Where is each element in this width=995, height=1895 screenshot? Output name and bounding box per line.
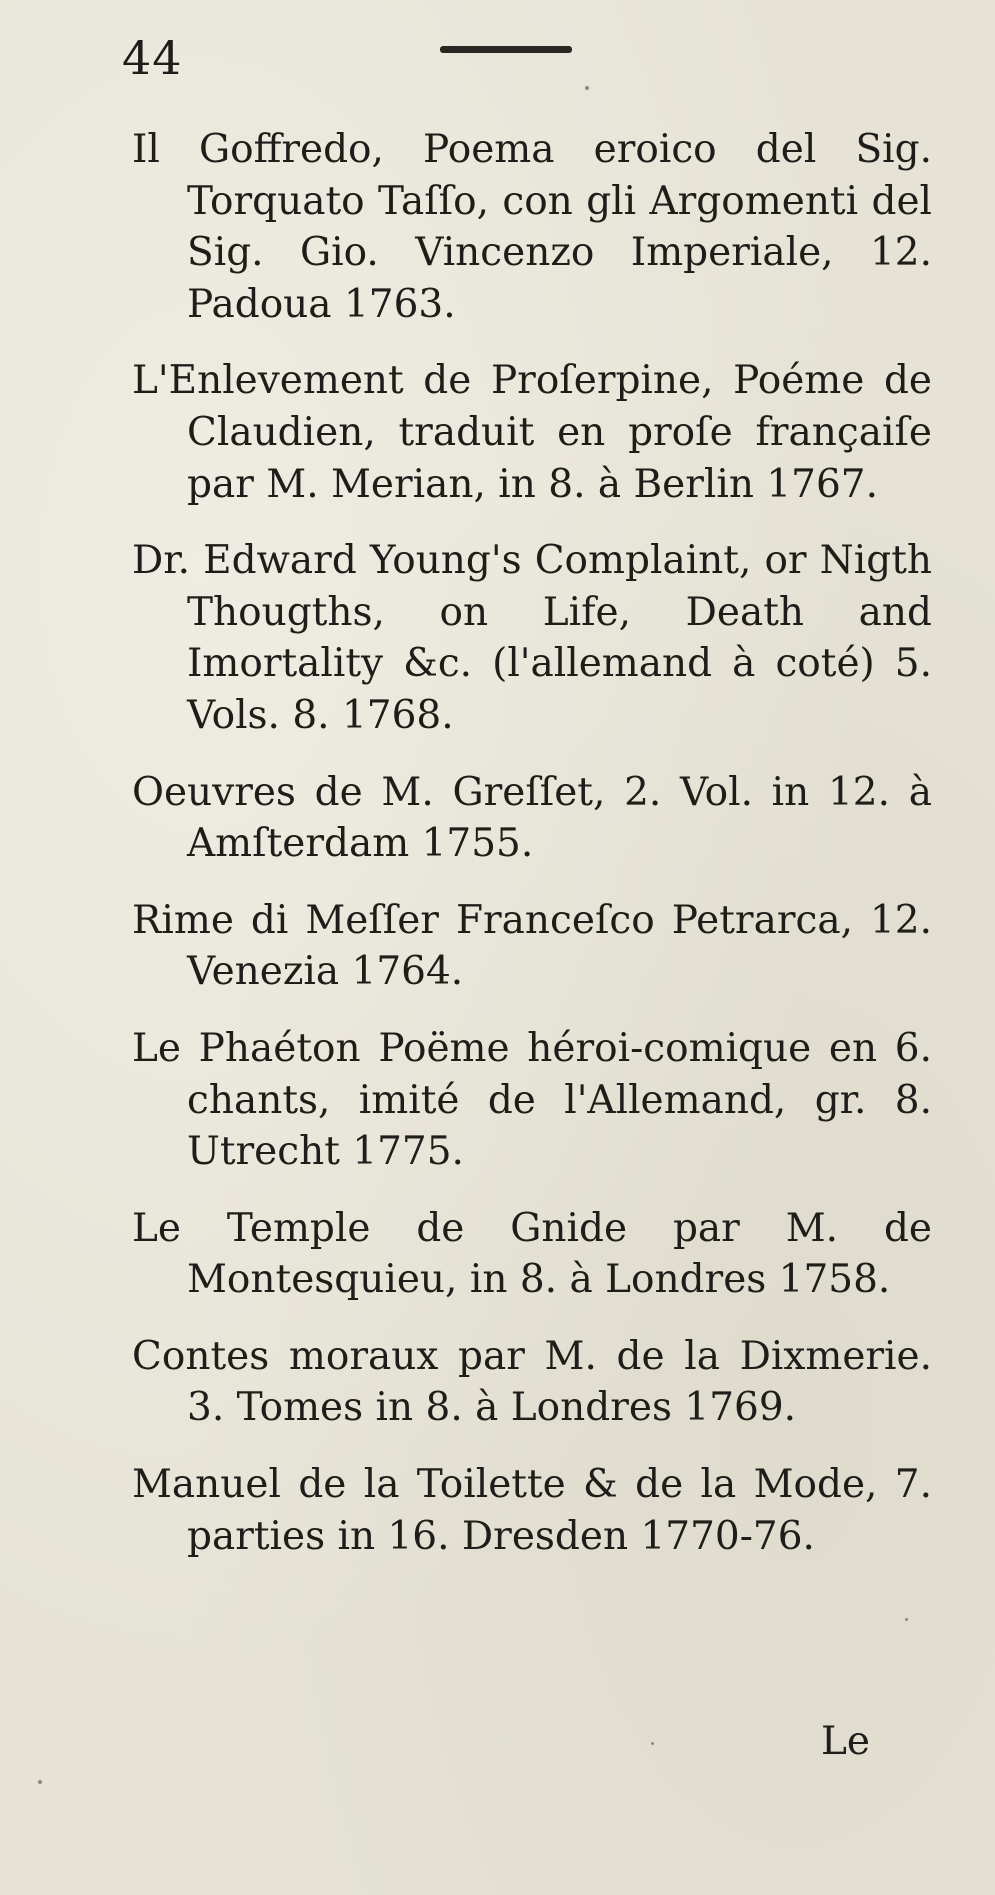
header-rule <box>440 46 572 53</box>
catchword: Le <box>821 1719 870 1764</box>
catalog-entry: Dr. Edward Young's Complaint, or Nigth Thougths, on Life, Death and Imortality &c. (l'allemand à coté) 5. Vols. 8. 1768. <box>132 538 932 738</box>
catalog-entry: Le Phaéton Poëme héroi-comique en 6. chants, imité de l'Allemand, gr. 8. Utrecht 1775. <box>132 1025 932 1175</box>
paper-speck <box>905 1618 908 1621</box>
catalog-entry: Le Temple de Gnide par M. de Montesquieu, in 8. à Londres 1758. <box>132 1205 932 1303</box>
catalog-entry: Manuel de la Toilette & de la Mode, 7. parties in 16. Dresden 1770-76. <box>132 1462 932 1559</box>
catalog-entry: Rime di Meſſer Franceſco Petrarca, 12. Venezia 1764. <box>132 897 932 995</box>
paper-speck <box>585 86 589 90</box>
paper-speck <box>651 1742 654 1745</box>
catalog-entry: L'Enlevement de Proſerpine, Poéme de Claudien, traduit en proſe françaiſe par M. Merian, in 8. à Berlin 1767. <box>132 358 932 507</box>
catalog-entry: Contes moraux par M. de la Dixmerie. 3. Tomes in 8. à Londres 1769. <box>132 1333 932 1431</box>
catalog-entry: Oeuvres de M. Greſſet, 2. Vol. in 12. à Amſterdam 1755. <box>132 769 932 867</box>
page-number: 44 <box>122 31 183 85</box>
catalog-entry: Il Goffredo, Poema eroico del Sig. Torquato Taſſo, con gli Argomenti del Sig. Gio. Vincenzo Imperiale, 12. Padoua 1763. <box>132 127 932 327</box>
catalog-entries <box>132 124 932 1587</box>
paper-speck <box>38 1780 42 1784</box>
